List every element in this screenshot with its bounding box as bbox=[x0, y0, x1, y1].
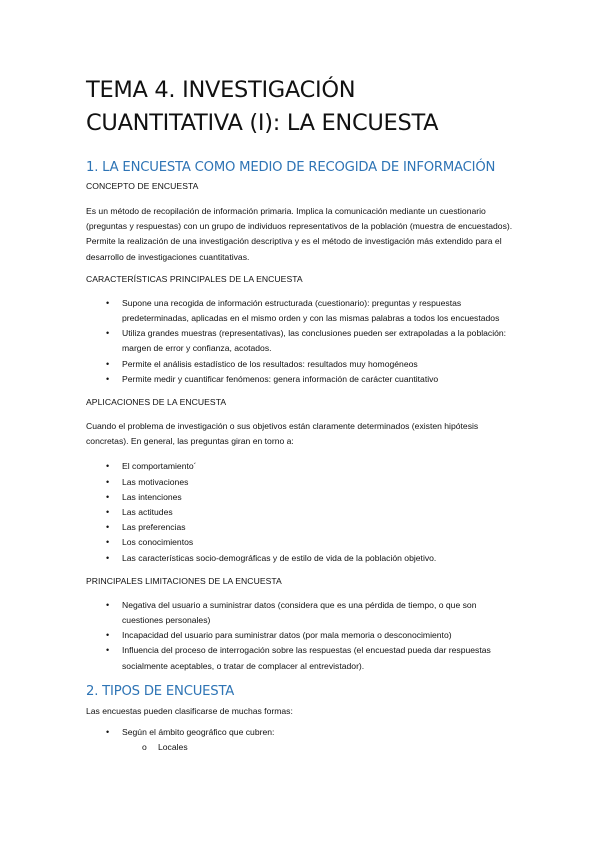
bullet-icon: • bbox=[106, 491, 110, 502]
applications-list bbox=[86, 459, 513, 565]
limitations-subheading: PRINCIPALES LIMITACIONES DE LA ENCUESTA bbox=[86, 575, 282, 586]
features-list bbox=[86, 296, 513, 387]
bullet-icon: • bbox=[106, 552, 110, 563]
title-line-1: TEMA 4. INVESTIGACIÓN bbox=[86, 77, 356, 103]
features-subheading: CARACTERÍSTICAS PRINCIPALES DE LA ENCUESTA bbox=[86, 273, 303, 284]
bullet-icon: • bbox=[106, 328, 110, 339]
list-item: • Incapacidad del usuario para suministrar datos (por mala memoria o desconocimiento) bbox=[122, 628, 513, 643]
list-item: • Los conocimientos bbox=[122, 535, 513, 550]
types-paragraph: Las encuestas pueden clasificarse de muchas formas: bbox=[86, 705, 293, 716]
bullet-icon: • bbox=[106, 522, 110, 533]
types-sublist bbox=[122, 740, 513, 755]
list-item: • Influencia del proceso de interrogación sobre las respuestas (el encuestad pueda dar respuestas socialmente aceptables, o tratar de complacer al entrevistador). bbox=[106, 645, 491, 671]
bullet-icon: • bbox=[106, 507, 110, 518]
list-item: • Según el ámbito geográfico que cubren: o Locales bbox=[122, 725, 513, 755]
bullet-icon: • bbox=[106, 373, 110, 384]
types-list bbox=[86, 725, 513, 755]
list-item: • Las actitudes bbox=[122, 505, 513, 520]
title-line-2: CUANTITATIVA (I): LA ENCUESTA bbox=[86, 110, 439, 136]
concept-subheading: CONCEPTO DE ENCUESTA bbox=[86, 181, 199, 191]
bullet-icon: • bbox=[106, 645, 110, 656]
bullet-icon: • bbox=[106, 461, 110, 472]
bullet-icon: • bbox=[106, 727, 110, 738]
circle-bullet-icon: o bbox=[142, 742, 147, 753]
concept-paragraph: Es un método de recopilación de información primaria. Implica la comunicación mediante un cuestionario (preguntas y respuestas) con un grupo de individuos representativos de la población (muestra de encuestados). Permite la realización de una investigación descriptiva y es el método de investigación más extendido para el desarrollo de investigaciones cuantitativas. bbox=[86, 206, 513, 262]
list-item: • Las preferencias bbox=[122, 520, 513, 535]
list-item: • Supone una recogida de información estructurada (cuestionario): preguntas y respuestas predeterminadas, aplicadas en el mismo orden y con las mismas palabras a todos los encuestados bbox=[106, 297, 500, 324]
applications-subheading: APLICACIONES DE LA ENCUESTA bbox=[86, 397, 227, 408]
list-item: • Permite el análisis estadístico de los resultados: resultados muy homogéneos bbox=[122, 357, 513, 372]
list-item: • Permite medir y cuantificar fenómenos: genera información de carácter cuantitativo bbox=[122, 372, 513, 387]
list-item: • El comportamiento´ bbox=[122, 459, 513, 474]
list-item: • Las características socio-demográficas y de estilo de vida de la población objetivo. bbox=[122, 551, 513, 566]
applications-paragraph: Cuando el problema de investigación o sus objetivos están claramente determinados (existen hipótesis concretas). En general, las preguntas giran en torno a: bbox=[86, 421, 479, 447]
limitations-list bbox=[86, 598, 513, 674]
bullet-icon: • bbox=[106, 476, 110, 487]
list-item: • Negativa del usuario a suministrar datos (considera que es una pérdida de tiempo, o que son cuestiones personales) bbox=[106, 599, 477, 626]
bullet-icon: • bbox=[106, 297, 110, 308]
list-item: o Locales bbox=[158, 740, 513, 755]
section-1-heading: 1. LA ENCUESTA COMO MEDIO DE RECOGIDA DE INFORMACIÓN bbox=[86, 160, 496, 175]
bullet-icon: • bbox=[106, 537, 110, 548]
bullet-icon: • bbox=[106, 599, 110, 610]
list-item: • Utiliza grandes muestras (representativas), las conclusiones pueden ser extrapoladas a la población: margen de error y confianza, acotados. bbox=[106, 328, 507, 354]
list-item: • Las intenciones bbox=[122, 490, 513, 505]
list-item: • Las motivaciones bbox=[122, 475, 513, 490]
section-2-heading: 2. TIPOS DE ENCUESTA bbox=[86, 683, 235, 699]
bullet-icon: • bbox=[106, 630, 110, 641]
bullet-icon: • bbox=[106, 358, 110, 369]
document-title bbox=[86, 74, 513, 140]
